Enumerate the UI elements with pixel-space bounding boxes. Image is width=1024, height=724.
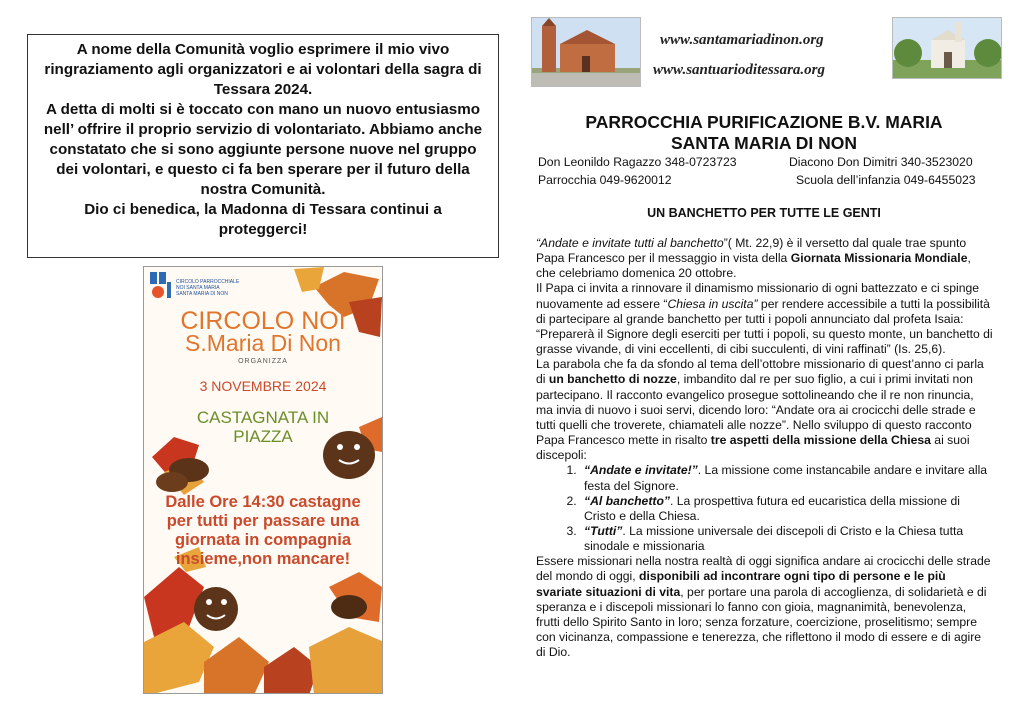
chestnut-icon bbox=[194, 587, 238, 631]
poster-event-1: CASTAGNATA IN bbox=[196, 408, 330, 427]
castagnata-poster bbox=[143, 266, 383, 694]
poster-organizza: ORGANIZZA bbox=[238, 358, 288, 365]
leaf-icon bbox=[309, 627, 383, 694]
contact-parish: Parrocchia 049-9620012 bbox=[538, 173, 672, 187]
article-title: UN BANCHETTO PER TUTTE LE GENTI bbox=[647, 206, 881, 220]
contact-priest: Don Leonildo Ragazzo 348-0723723 bbox=[538, 155, 737, 169]
leaf-icon bbox=[204, 637, 269, 694]
list-item: 2. “Al banchetto”. La prospettiva futura ed eucaristica della missione di Cristo e della Chiesa. bbox=[580, 494, 993, 524]
thanks-box bbox=[27, 34, 499, 258]
noi-logo-icon bbox=[150, 272, 172, 300]
contact-school: Scuola dell’infanzia 049-6455023 bbox=[796, 173, 976, 187]
poster-title-1: CIRCOLO NOI bbox=[180, 307, 346, 335]
poster-date: 3 NOVEMBRE 2024 bbox=[199, 378, 327, 394]
contact-deacon: Diacono Don Dimitri 340-3523020 bbox=[789, 155, 973, 169]
thanks-paragraph-2: A detta di molti si è toccato con mano un nuovo entusiasmo nell’ offrire il proprio servizio di volontariato. Abbiamo anche constatato che si sono aggiunte persone nuove nel gruppo dei volontari, e questo ci fa ben sperare per il futuro della nostra Comunità. bbox=[43, 101, 483, 198]
list-item: 1. “Andate e invitate!”. La missione come instancabile andare e invitare alla festa del Signore. bbox=[580, 463, 993, 493]
poster-title-2: S.Maria Di Non bbox=[185, 330, 341, 356]
poster-event-2: PIAZZA bbox=[233, 427, 293, 446]
poster-invite: Dalle Ore 14:30 castagne per tutti per passare una giornata in compagnia insieme,non mancare! bbox=[165, 493, 361, 568]
chestnut-icon bbox=[156, 472, 188, 492]
thanks-paragraph-1: A nome della Comunità voglio esprimere il mio vivo ringraziamento agli organizzatori e ai volontari della sagra di Tessara 2024. bbox=[44, 41, 482, 98]
mission-aspects-list bbox=[536, 463, 993, 554]
website-tessara[interactable]: www.santuarioditessara.org bbox=[653, 62, 825, 78]
poster-logo-text: CIRCOLO PARROCCHIALE NOI SANTA MARIA SANTA MARIA DI NON bbox=[176, 279, 240, 297]
article-paragraph-1: “Andate e invitate tutti al banchetto”( Mt. 22,9) è il versetto dal quale trae spunto Papa Francesco per il messaggio in vista della Giornata Missionaria Mondiale, che celebriamo domenica 20 ottobre. bbox=[536, 236, 971, 281]
church-photo-left bbox=[531, 17, 641, 87]
chestnut-icon bbox=[331, 595, 367, 619]
article-paragraph-2: Il Papa ci invita a rinnovare il dinamismo missionario di ogni battezzato e ci spinge nuovamente ad essere “Chiesa in uscita” per rendere accessibile a tutti la possibilità di partecipare al grande banchetto per tutti i popoli annunciato dal profeta Isaia: “Preparerà il Signore degli eserciti per tutti i popoli, su questo monte, un banchetto di grasse vivande, di vini eccellenti, di cibi succulenti, di vini raffinati” (Is. 25,6). bbox=[536, 281, 993, 357]
article-body bbox=[536, 236, 993, 660]
thanks-paragraph-3: Dio ci benedica, la Madonna di Tessara continui a proteggerci! bbox=[84, 201, 442, 238]
church-photo-right bbox=[892, 17, 1002, 79]
article-paragraph-3: La parabola che fa da sfondo al tema dell’ottobre missionario di quest’anno ci parla di un banchetto di nozze, imbandito dal re per suo figlio, a cui i primi invitati non partecipano. Il racconto evangelico prosegue sottolineando che il re non rinuncia, ma invia di nuovo i suoi servi, dicendo loro: “Andate ora ai crocicchi delle strade e tutti quelli che troverete, chiamateli alle nozze”. Nello sviluppo di questo racconto Papa Francesco mette in risalto tre aspetti della missione della Chiesa ai suoi discepoli: bbox=[536, 357, 984, 463]
parish-title: PARROCCHIA PURIFICAZIONE B.V. MARIA SANTA MARIA DI NON bbox=[585, 112, 943, 153]
leaf-icon bbox=[144, 567, 204, 637]
article-paragraph-4: Essere missionari nella nostra realtà di oggi significa andare ai crocicchi delle strade del mondo di oggi, disponibili ad incontrare ogni tipo di persone e le più svariate situazioni di vita, per portare una parola di accoglienza, di solidarietà e di speranza e i discepoli missionari lo fanno con gioia, magnanimità, benevolenza, frutti dello Spirito Santo in loro; senza forzature, coercizione, proselitismo; sempre con vicinanza, compassione e tenerezza, che riflettono il modo di essere e di agire di Dio. bbox=[536, 554, 991, 660]
website-santamaria[interactable]: www.santamariadinon.org bbox=[660, 32, 824, 48]
list-item: 3. “Tutti”. La missione universale dei discepoli di Cristo e la Chiesa tutta sinodale e missionaria bbox=[580, 524, 993, 554]
